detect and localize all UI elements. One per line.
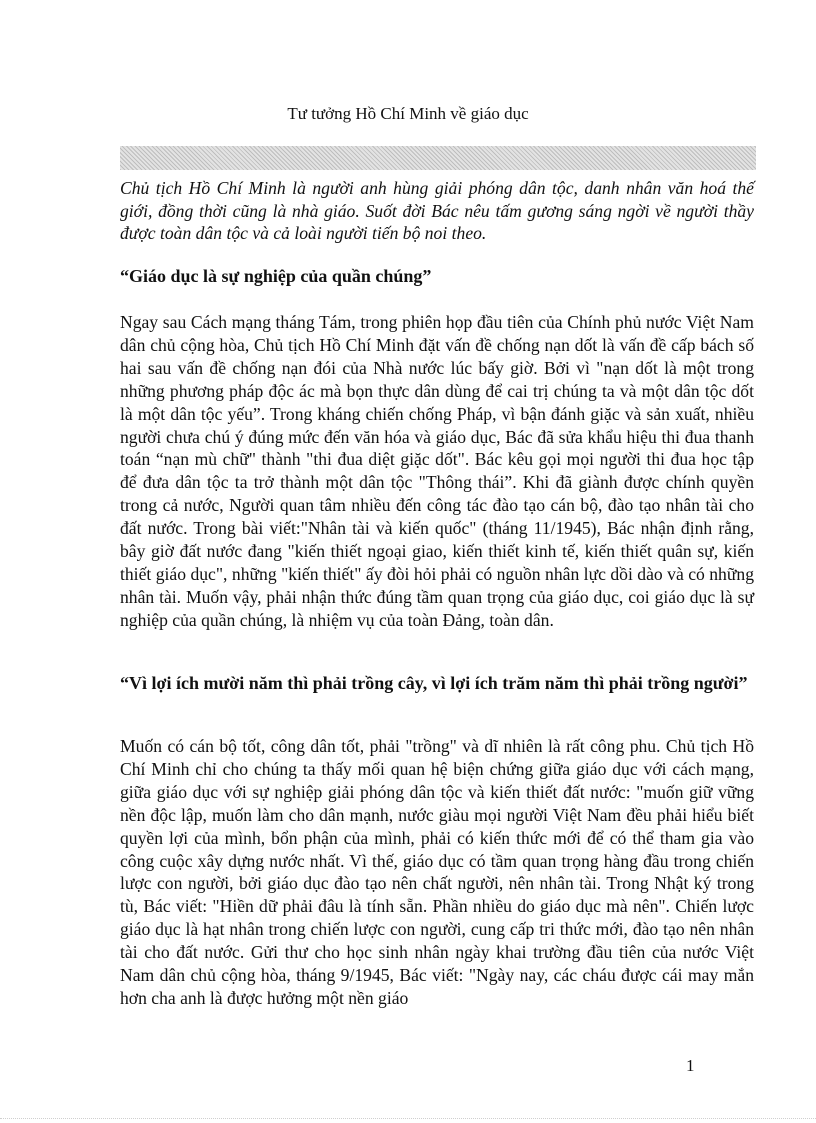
document-title: Tư tưởng Hồ Chí Minh về giáo dục [287,104,529,123]
decorative-hatched-divider [120,146,756,170]
section-body-2: Muốn có cán bộ tốt, công dân tốt, phải "trồng" và dĩ nhiên là rất công phu. Chủ tịch Hồ Chí Minh chỉ cho chúng ta thấy mối quan hệ biện chứng giữa giáo dục với cách mạng, giữa giáo dục với sự nghiệp giải phóng dân tộc và kiến thiết đất nước: "muốn giữ vững nền độc lập, muốn làm cho dân mạnh, nước giàu mọi người Việt Nam đều phải hiểu biết quyền lợi của mình, bổn phận của mình, phải có kiến thức mới để có thể tham gia vào công cuộc xây dựng nước nhất. Vì thế, giáo dục có tầm quan trọng hàng đầu trong chiến lược con người, bởi giáo dục đào tạo nên chất người, nên nhân tài. Trong Nhật ký trong tù, Bác viết: "Hiền dữ phải đâu là tính sẵn. Phần nhiều do giáo dục mà nên". Chiến lược giáo dục là hạt nhân trong chiến lược con người, cung cấp tri thức mới, đào tạo nên nhân tài cho đất nước. Gửi thư cho học sinh nhân ngày khai trường đầu tiên của nước Việt Nam dân chủ cộng hòa, tháng 9/1945, Bác viết: "Ngày nay, các cháu được cái may mắn hơn cha anh là được hưởng một nền giáo [120,736,754,1008]
page-number: 1 [686,1056,695,1075]
section-heading-2: “Vì lợi ích mười năm thì phải trồng cây, vì lợi ích trăm năm thì phải trồng người” [120,673,748,693]
section-heading-1: “Giáo dục là sự nghiệp của quần chúng” [120,266,432,286]
lead-paragraph: Chủ tịch Hồ Chí Minh là người anh hùng giải phóng dân tộc, danh nhân văn hoá thế giới, đồng thời cũng là nhà giáo. Suốt đời Bác nêu tấm gương sáng ngời về người thầy được toàn dân tộc và cả loài người tiến bộ noi theo. [120,178,754,243]
page-bottom-divider [0,1118,816,1119]
section-body-1: Ngay sau Cách mạng tháng Tám, trong phiên họp đầu tiên của Chính phủ nước Việt Nam dân chủ cộng hòa, Chủ tịch Hồ Chí Minh đặt vấn đề chống nạn dốt là vấn đề cấp bách số hai sau vấn đề chống nạn đói của Nhà nước lúc bấy giờ. Bởi vì "nạn dốt là một trong những phương pháp độc ác mà bọn thực dân dùng để cai trị chúng ta và một dân tộc dốt là một dân tộc yếu”. Trong kháng chiến chống Pháp, vì bận đánh giặc và sản xuất, nhiều người chưa chú ý đúng mức đến văn hóa và giáo dục, Bác đã sửa khẩu hiệu thi đua thanh toán “nạn mù chữ" thành "thi đua diệt giặc dốt". Bác kêu gọi mọi người thi đua học tập để đưa dân tộc ta trở thành một dân tộc "Thông thái”. Khi đã giành được chính quyền trong cả nước, Người quan tâm nhiều đến công tác đào tạo cán bộ, đào tạo nhân tài cho đất nước. Trong bài viết:"Nhân tài và kiến quốc" (tháng 11/1945), Bác nhận định rằng, bây giờ đất nước đang "kiến thiết ngoại giao, kiến thiết kinh tế, kiến thiết quân sự, kiến thiết giáo dục", những "kiến thiết" ấy đòi hỏi phải có nguồn nhân lực dồi dào và có những nhân tài. Muốn vậy, phải nhận thức đúng tầm quan trọng của giáo dục, coi giáo dục là sự nghiệp của quần chúng, là nhiệm vụ của toàn Đảng, toàn dân. [120,312,754,630]
